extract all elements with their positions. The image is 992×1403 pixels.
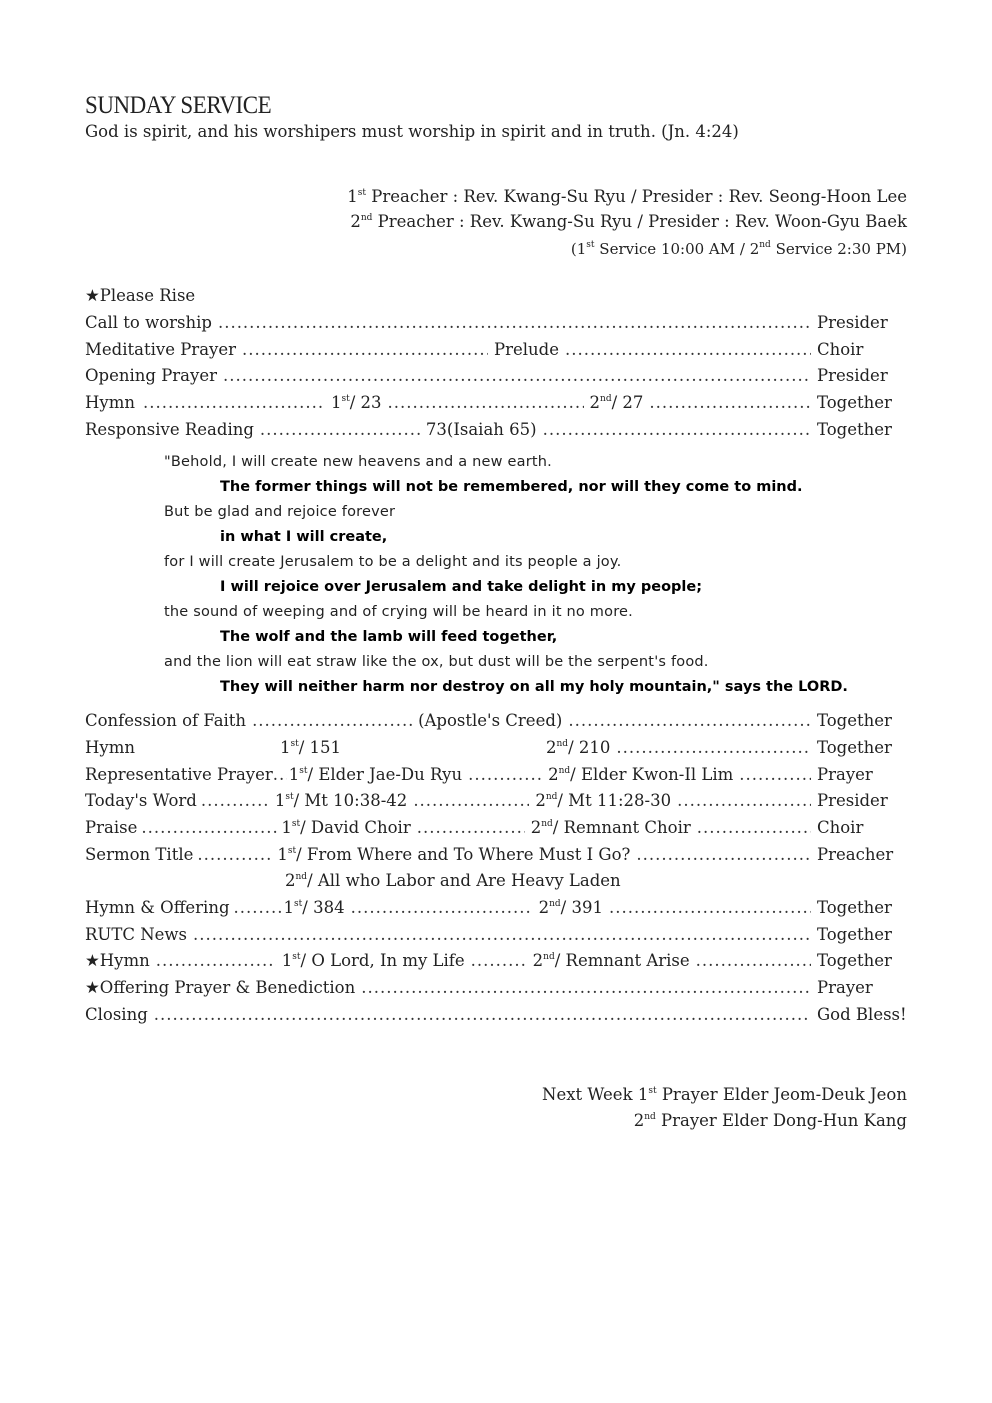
ordinal-suffix: st bbox=[290, 739, 299, 749]
ordinal-suffix: nd bbox=[360, 213, 373, 223]
dot-leader bbox=[565, 340, 811, 359]
order-responder: Preacher bbox=[817, 845, 894, 864]
ordinal-suffix: nd bbox=[549, 899, 561, 909]
dot-leader bbox=[193, 925, 811, 944]
value: / 23 bbox=[349, 393, 382, 412]
order-responder: Together bbox=[817, 420, 892, 439]
dot-leader bbox=[154, 1005, 811, 1024]
reading-line: and the lion will eat straw like the ox, but dust will be the serpent's food. bbox=[164, 654, 709, 670]
dot-leader bbox=[143, 393, 325, 412]
first-service-value bbox=[284, 898, 345, 917]
order-responder: Presider bbox=[817, 366, 888, 385]
dot-leader bbox=[388, 393, 584, 412]
ordinal: 2 bbox=[546, 738, 557, 757]
dot-leader bbox=[156, 951, 276, 970]
order-responder: Presider bbox=[817, 791, 888, 810]
ordinal-suffix: st bbox=[287, 846, 297, 856]
ordinal: 2 bbox=[350, 212, 361, 231]
dot-leader bbox=[696, 951, 811, 970]
order-item bbox=[85, 951, 907, 973]
dot-leader bbox=[697, 818, 811, 837]
order-item bbox=[85, 420, 907, 442]
order-label: Hymn & Offering bbox=[85, 898, 230, 917]
dot-leader bbox=[616, 738, 811, 757]
next-week-text: Prayer Elder Dong-Hun Kang bbox=[655, 1111, 907, 1130]
order-middle: Prelude bbox=[494, 340, 559, 359]
value: / Mt 11:28-30 bbox=[557, 791, 672, 810]
service-times-end: Service 2:30 PM) bbox=[770, 240, 907, 258]
reading-line-response: I will rejoice over Jerusalem and take delight in my people; bbox=[220, 579, 703, 595]
reading-line-response: in what I will create, bbox=[220, 529, 388, 545]
theme-verse: God is spirit, and his worshipers must worship in spirit and in truth. (Jn. 4:24) bbox=[85, 122, 739, 141]
order-item bbox=[85, 711, 907, 733]
ordinal: 2 bbox=[548, 765, 559, 784]
ordinal: 1 bbox=[330, 393, 342, 412]
order-label: Hymn bbox=[85, 738, 135, 757]
dot-leader bbox=[234, 898, 282, 917]
order-item bbox=[85, 925, 907, 947]
order-item bbox=[85, 738, 907, 760]
order-item bbox=[85, 313, 907, 335]
second-service-value bbox=[546, 738, 610, 757]
dot-leader bbox=[351, 898, 533, 917]
dot-leader bbox=[568, 711, 811, 730]
order-label: ★Hymn bbox=[85, 951, 150, 970]
order-label: Today's Word bbox=[85, 791, 197, 810]
preacher-line-1 bbox=[347, 187, 907, 206]
ordinal-suffix: st bbox=[299, 766, 308, 776]
order-label: Confession of Faith bbox=[85, 711, 247, 730]
dot-leader bbox=[636, 845, 811, 864]
ordinal-suffix: nd bbox=[600, 394, 612, 404]
order-responder: Together bbox=[817, 951, 892, 970]
ordinal-suffix: nd bbox=[543, 952, 555, 962]
order-label: Responsive Reading bbox=[85, 420, 254, 439]
second-service-value bbox=[535, 791, 671, 810]
order-item bbox=[85, 791, 907, 813]
ordinal-suffix: nd bbox=[644, 1112, 656, 1122]
value: / Remnant Arise bbox=[554, 951, 690, 970]
dot-leader bbox=[417, 818, 525, 837]
ordinal: 2 bbox=[532, 951, 544, 970]
order-middle: 73(Isaiah 65) bbox=[425, 420, 537, 439]
order-responder: Choir bbox=[816, 340, 864, 359]
first-service-value bbox=[282, 951, 465, 970]
ordinal: 2 bbox=[538, 898, 550, 917]
order-responder: Prayer bbox=[817, 978, 873, 997]
reading-line: for I will create Jerusalem to be a delight and its people a joy. bbox=[164, 554, 622, 570]
first-service-value bbox=[277, 845, 630, 864]
value: / Remnant Choir bbox=[552, 818, 691, 837]
value: / Elder Jae-Du Ryu bbox=[307, 765, 463, 784]
ordinal: 2 bbox=[589, 393, 601, 412]
second-service-value bbox=[548, 765, 733, 784]
ordinal-suffix: nd bbox=[558, 766, 571, 776]
dot-leader bbox=[543, 420, 811, 439]
dot-leader bbox=[141, 818, 277, 837]
value: / Mt 10:38-42 bbox=[293, 791, 408, 810]
next-week-text: Prayer Elder Jeom-Deuk Jeon bbox=[656, 1085, 907, 1104]
ordinal-suffix: nd bbox=[556, 739, 569, 749]
value: / O Lord, In my Life bbox=[300, 951, 465, 970]
ordinal-suffix: st bbox=[285, 792, 294, 802]
ordinal-suffix: nd bbox=[295, 872, 308, 882]
order-middle: (Apostle's Creed) bbox=[418, 711, 563, 730]
ordinal: 2 bbox=[285, 871, 296, 890]
order-label: Sermon Title bbox=[85, 845, 194, 864]
second-service-value bbox=[539, 898, 603, 917]
order-responder: Together bbox=[817, 711, 892, 730]
first-service-value bbox=[275, 791, 407, 810]
ordinal-suffix: st bbox=[341, 394, 350, 404]
next-week-prayer-1 bbox=[542, 1085, 907, 1104]
ordinal-suffix: st bbox=[292, 952, 301, 962]
ordinal-suffix: st bbox=[294, 899, 303, 909]
sermon-title-second bbox=[285, 871, 621, 890]
service-times bbox=[571, 240, 907, 258]
order-item bbox=[85, 765, 907, 787]
ordinal: 1 bbox=[288, 765, 300, 784]
first-service-value bbox=[281, 818, 410, 837]
second-service-value bbox=[531, 818, 691, 837]
ordinal-suffix: nd bbox=[759, 240, 771, 250]
value: / 384 bbox=[302, 898, 345, 917]
ordinal: 2 bbox=[530, 818, 542, 837]
ordinal: 1 bbox=[280, 738, 291, 757]
order-item bbox=[85, 898, 907, 920]
order-responder: Presider bbox=[817, 313, 888, 332]
dot-leader bbox=[677, 791, 811, 810]
page-title: SUNDAY SERVICE bbox=[85, 92, 272, 119]
ordinal-suffix: st bbox=[291, 819, 301, 829]
first-service-value bbox=[289, 765, 462, 784]
order-item bbox=[85, 818, 907, 840]
ordinal-suffix: st bbox=[586, 240, 595, 250]
order-responder: Together bbox=[817, 898, 892, 917]
second-service-value bbox=[533, 951, 690, 970]
reading-line-response: The former things will not be remembered, nor will they come to mind. bbox=[220, 479, 803, 495]
dot-leader bbox=[471, 951, 527, 970]
dot-leader bbox=[649, 393, 811, 412]
order-responder: Together bbox=[817, 393, 892, 412]
second-service-value bbox=[590, 393, 644, 412]
dot-leader bbox=[739, 765, 811, 784]
next-week-prefix: Next Week 1 bbox=[542, 1085, 649, 1104]
order-responder: Prayer bbox=[817, 765, 873, 784]
order-item bbox=[85, 393, 907, 415]
ordinal: 1 bbox=[277, 845, 288, 864]
value: / 210 bbox=[568, 738, 611, 757]
dot-leader bbox=[218, 313, 811, 332]
order-label: RUTC News bbox=[85, 925, 187, 944]
dot-leader bbox=[260, 420, 420, 439]
please-rise-note: ★Please Rise bbox=[85, 286, 196, 305]
dot-leader bbox=[361, 978, 811, 997]
order-item bbox=[85, 366, 907, 388]
ordinal: 2 bbox=[633, 1111, 645, 1130]
reading-line-response: They will neither harm nor destroy on all my holy mountain," says the LORD. bbox=[220, 679, 848, 695]
dot-leader bbox=[273, 765, 287, 784]
order-responder: Together bbox=[817, 925, 892, 944]
dot-leader bbox=[197, 845, 273, 864]
dot-leader bbox=[223, 366, 811, 385]
order-label: Call to worship bbox=[85, 313, 212, 332]
order-label: Representative Prayer bbox=[85, 765, 273, 784]
ordinal-suffix: nd bbox=[541, 819, 553, 829]
dot-leader bbox=[413, 791, 529, 810]
value: / All who Labor and Are Heavy Laden bbox=[307, 871, 621, 890]
order-label: Closing bbox=[85, 1005, 148, 1024]
dot-leader bbox=[252, 711, 412, 730]
dot-leader bbox=[242, 340, 488, 359]
order-label: Praise bbox=[85, 818, 138, 837]
preacher-text: Preacher : Rev. Kwang-Su Ryu / Presider : Rev. Seong-Hoon Lee bbox=[366, 187, 907, 206]
order-label: Hymn bbox=[85, 393, 135, 412]
dot-leader bbox=[609, 898, 811, 917]
preacher-text: Preacher : Rev. Kwang-Su Ryu / Presider : Rev. Woon-Gyu Baek bbox=[372, 212, 907, 231]
order-label: ★Offering Prayer & Benediction bbox=[85, 978, 356, 997]
value: / 391 bbox=[560, 898, 603, 917]
reading-line-response: The wolf and the lamb will feed together, bbox=[220, 629, 558, 645]
order-label: Meditative Prayer bbox=[85, 340, 237, 359]
service-times-mid: Service 10:00 AM / 2 bbox=[594, 240, 760, 258]
order-responder: Choir bbox=[817, 818, 864, 837]
ordinal: 1 bbox=[281, 818, 292, 837]
value: / From Where and To Where Must I Go? bbox=[296, 845, 631, 864]
order-label: Opening Prayer bbox=[85, 366, 217, 385]
ordinal: 1 bbox=[281, 951, 293, 970]
value: / Elder Kwon-Il Lim bbox=[570, 765, 734, 784]
ordinal: 1 bbox=[274, 791, 286, 810]
next-week-prayer-2 bbox=[634, 1111, 907, 1130]
order-responder: Together bbox=[817, 738, 892, 757]
order-item bbox=[85, 845, 907, 867]
dot-leader bbox=[201, 791, 271, 810]
order-item bbox=[85, 1005, 907, 1027]
ordinal-suffix: st bbox=[357, 188, 366, 198]
order-responder: God Bless! bbox=[817, 1005, 907, 1024]
dot-leader bbox=[468, 765, 542, 784]
service-times-open: (1 bbox=[570, 240, 587, 258]
ordinal: 2 bbox=[535, 791, 546, 810]
reading-line: "Behold, I will create new heavens and a new earth. bbox=[164, 454, 552, 470]
value: / David Choir bbox=[300, 818, 411, 837]
preacher-line-2 bbox=[350, 212, 907, 231]
value: / 27 bbox=[611, 393, 644, 412]
value: / 151 bbox=[298, 738, 342, 757]
ordinal: 1 bbox=[283, 898, 295, 917]
ordinal: 1 bbox=[347, 187, 358, 206]
order-item bbox=[85, 978, 907, 1000]
reading-line: But be glad and rejoice forever bbox=[164, 504, 396, 520]
first-service-value bbox=[331, 393, 382, 412]
first-service-value bbox=[280, 738, 546, 757]
order-item bbox=[85, 340, 907, 362]
reading-line: the sound of weeping and of crying will be heard in it no more. bbox=[164, 604, 633, 620]
ordinal-suffix: nd bbox=[545, 792, 558, 802]
ordinal-suffix: st bbox=[648, 1086, 657, 1096]
